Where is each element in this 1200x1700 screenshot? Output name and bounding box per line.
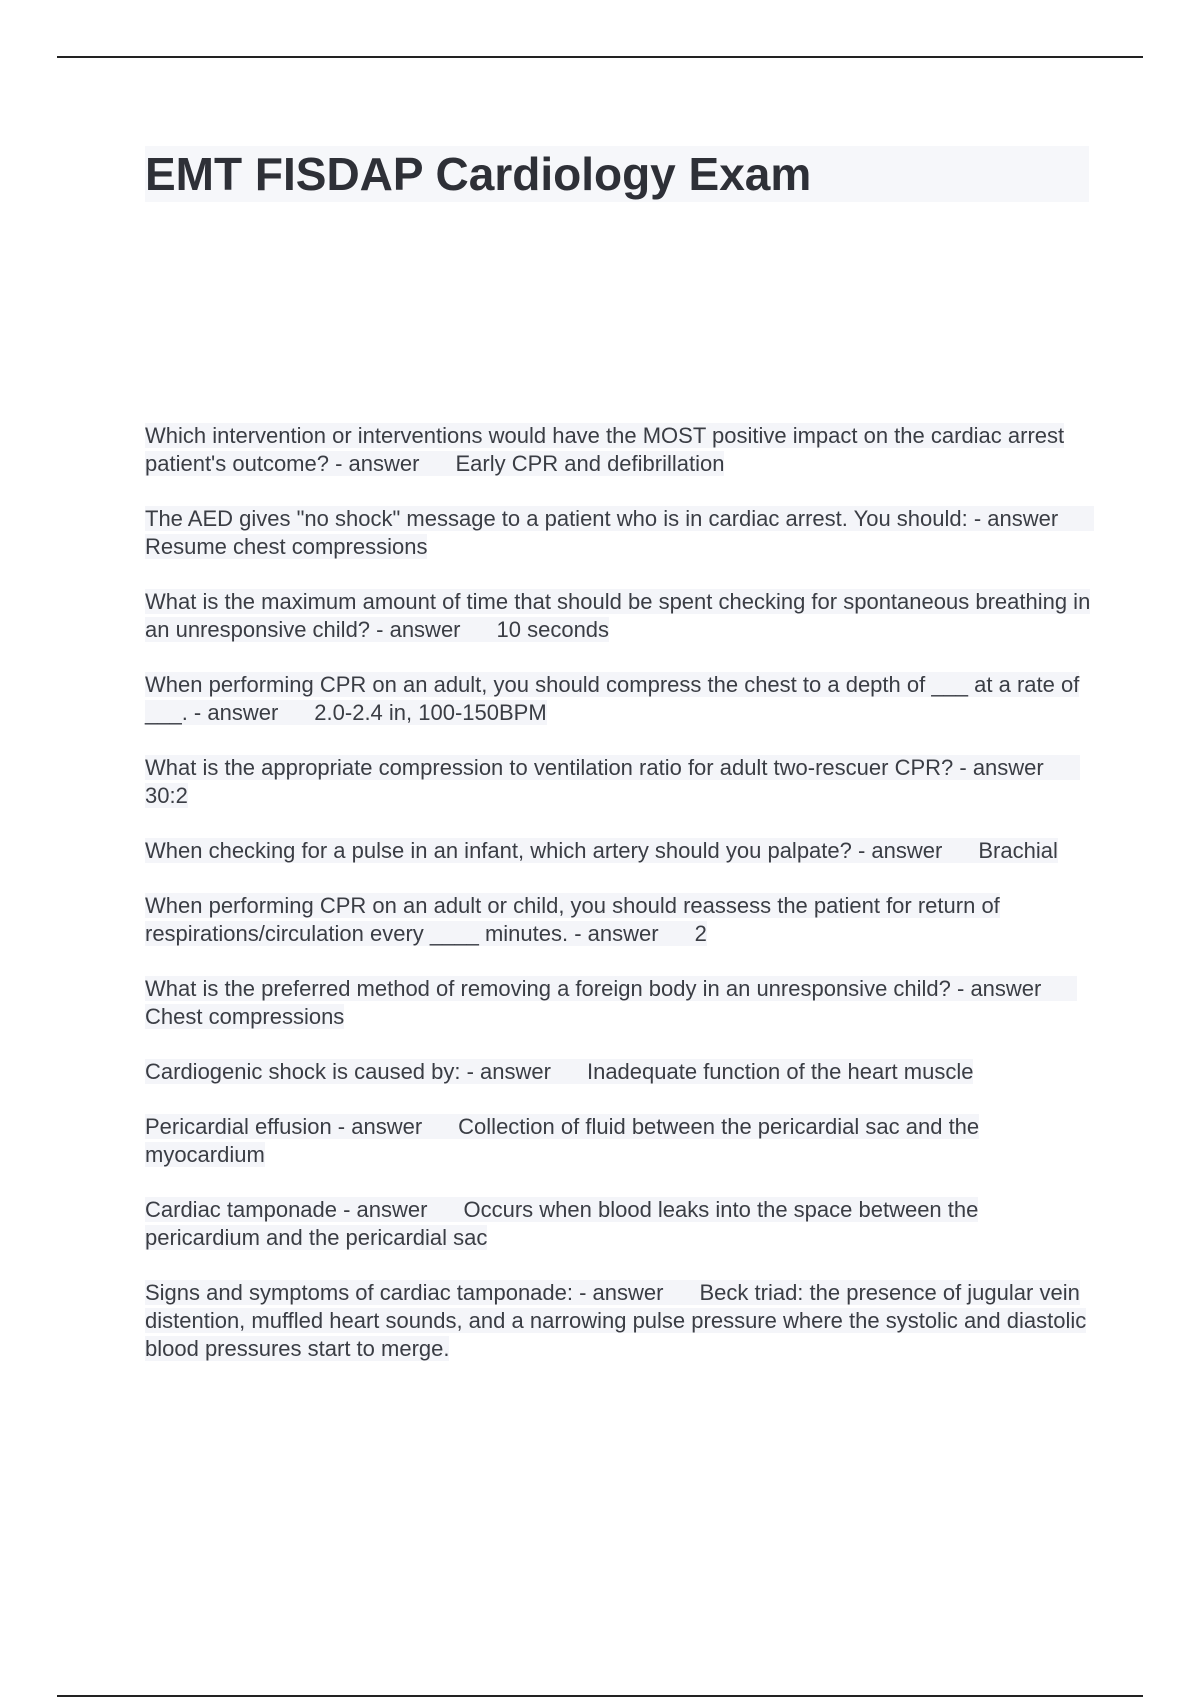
answer: Chest compressions	[145, 1004, 345, 1029]
qa-item	[145, 1058, 1095, 1086]
answer: Collection of fluid between the pericardial sac and the myocardium	[145, 1114, 980, 1167]
question: When performing CPR on an adult, you should compress the chest to a depth of ___ at a rate of ___. - answer	[145, 672, 1080, 725]
qa-item	[145, 1279, 1095, 1363]
qa-item	[145, 975, 1095, 1031]
answer: 2.0-2.4 in, 100-150BPM	[314, 700, 547, 725]
qa-item	[145, 422, 1095, 478]
footer-rule	[57, 1695, 1143, 1697]
answer: Inadequate function of the heart muscle	[586, 1059, 974, 1084]
question: What is the appropriate compression to ventilation ratio for adult two-rescuer CPR? - answer	[145, 755, 1044, 780]
answer: Early CPR and defibrillation	[455, 451, 725, 476]
qa-item	[145, 671, 1095, 727]
question: When checking for a pulse in an infant, which artery should you palpate? - answer	[145, 838, 943, 863]
qa-item	[145, 754, 1095, 810]
qa-item	[145, 1196, 1095, 1252]
qa-item	[145, 892, 1095, 948]
qa-item	[145, 1113, 1095, 1169]
document-title: EMT FISDAP Cardiology Exam	[145, 146, 1089, 202]
qa-item	[145, 505, 1095, 561]
qa-item	[145, 837, 1095, 865]
answer: Occurs when blood leaks into the space between the pericardium and the pericardial sac	[145, 1197, 979, 1250]
answer: Resume chest compressions	[145, 534, 428, 559]
question: Signs and symptoms of cardiac tamponade: - answer	[145, 1280, 664, 1305]
answer: Brachial	[978, 838, 1058, 863]
header-rule	[57, 56, 1143, 58]
qa-item	[145, 588, 1095, 644]
answer: Beck triad: the presence of jugular vein distention, muffled heart sounds, and a narrowing pulse pressure where the systolic and diastolic blood pressures start to merge.	[145, 1280, 1087, 1361]
question: When performing CPR on an adult or child, you should reassess the patient for return of respirations/circulation every ____ minutes. - answer	[145, 893, 1000, 946]
qa-list	[145, 422, 1095, 1390]
question: What is the preferred method of removing a foreign body in an unresponsive child? - answer	[145, 976, 1042, 1001]
question: Cardiogenic shock is caused by: - answer	[145, 1059, 551, 1084]
answer: 30:2	[145, 783, 188, 808]
question: Pericardial effusion - answer	[145, 1114, 423, 1139]
answer: 10 seconds	[496, 617, 610, 642]
answer: 2	[694, 921, 707, 946]
question: Cardiac tamponade - answer	[145, 1197, 428, 1222]
question: The AED gives "no shock" message to a patient who is in cardiac arrest. You should: - answer	[145, 506, 1059, 531]
question: Which intervention or interventions would have the MOST positive impact on the cardiac arrest patient's outcome? - answer	[145, 423, 1065, 476]
question: What is the maximum amount of time that should be spent checking for spontaneous breathing in an unresponsive child? - answer	[145, 589, 1091, 642]
